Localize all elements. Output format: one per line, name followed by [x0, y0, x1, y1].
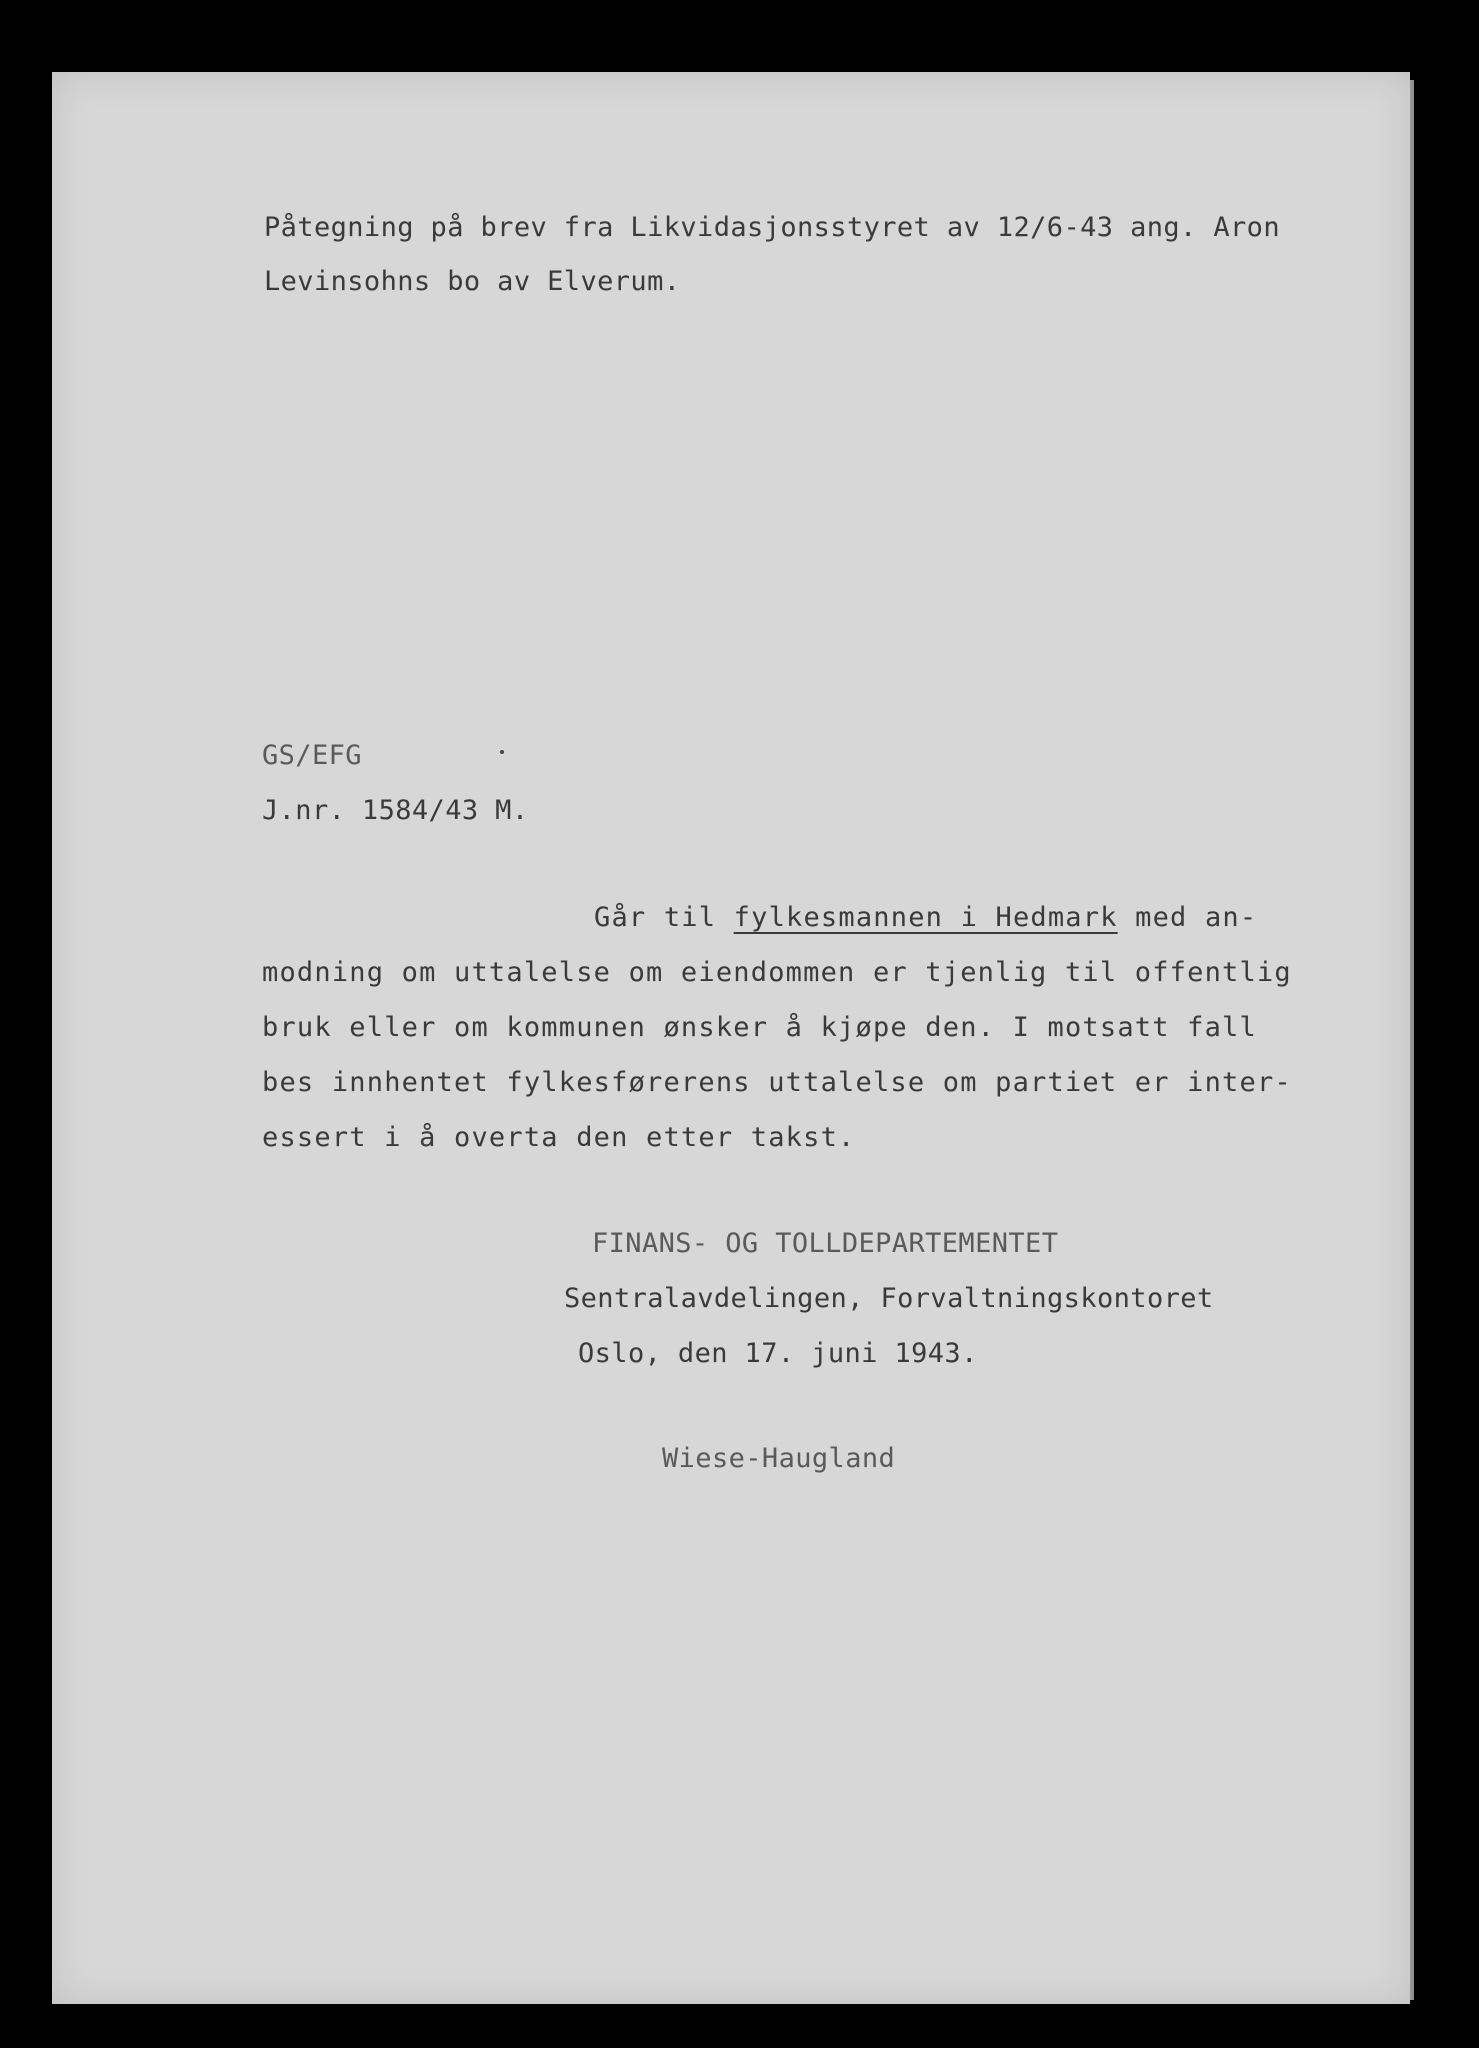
ink-speck [500, 750, 504, 754]
signer-name: Wiese-Haugland [662, 1443, 896, 1474]
body-line-1-prefix: Går til [594, 902, 734, 933]
body-line-1 [594, 902, 1257, 933]
reference-initials: GS/EFG [262, 740, 362, 771]
header-line-2: Levinsohns bo av Elverum. [264, 266, 681, 297]
body-line-4: bes innhentet fylkesførerens uttalelse om partiet er inter- [262, 1067, 1292, 1098]
place-date: Oslo, den 17. juni 1943. [578, 1338, 978, 1369]
body-line-3: bruk eller om kommunen ønsker å kjøpe den. I motsatt fall [262, 1012, 1257, 1043]
division-name: Sentralavdelingen, Forvaltningskontoret [564, 1283, 1214, 1314]
recipient-underlined: fylkesmannen i Hedmark [733, 902, 1118, 933]
journal-number: J.nr. 1584/43 M. [262, 795, 529, 826]
body-line-5: essert i å overta den etter takst. [262, 1122, 856, 1153]
department-name: FINANS- OG TOLLDEPARTEMENTET [592, 1228, 1059, 1259]
header-line-1: Påtegning på brev fra Likvidasjonsstyret av 12/6-43 ang. Aron [264, 212, 1280, 243]
body-line-1-suffix: med an- [1117, 902, 1258, 933]
body-line-2: modning om uttalelse om eiendommen er tjenlig til offentlig [262, 957, 1292, 988]
